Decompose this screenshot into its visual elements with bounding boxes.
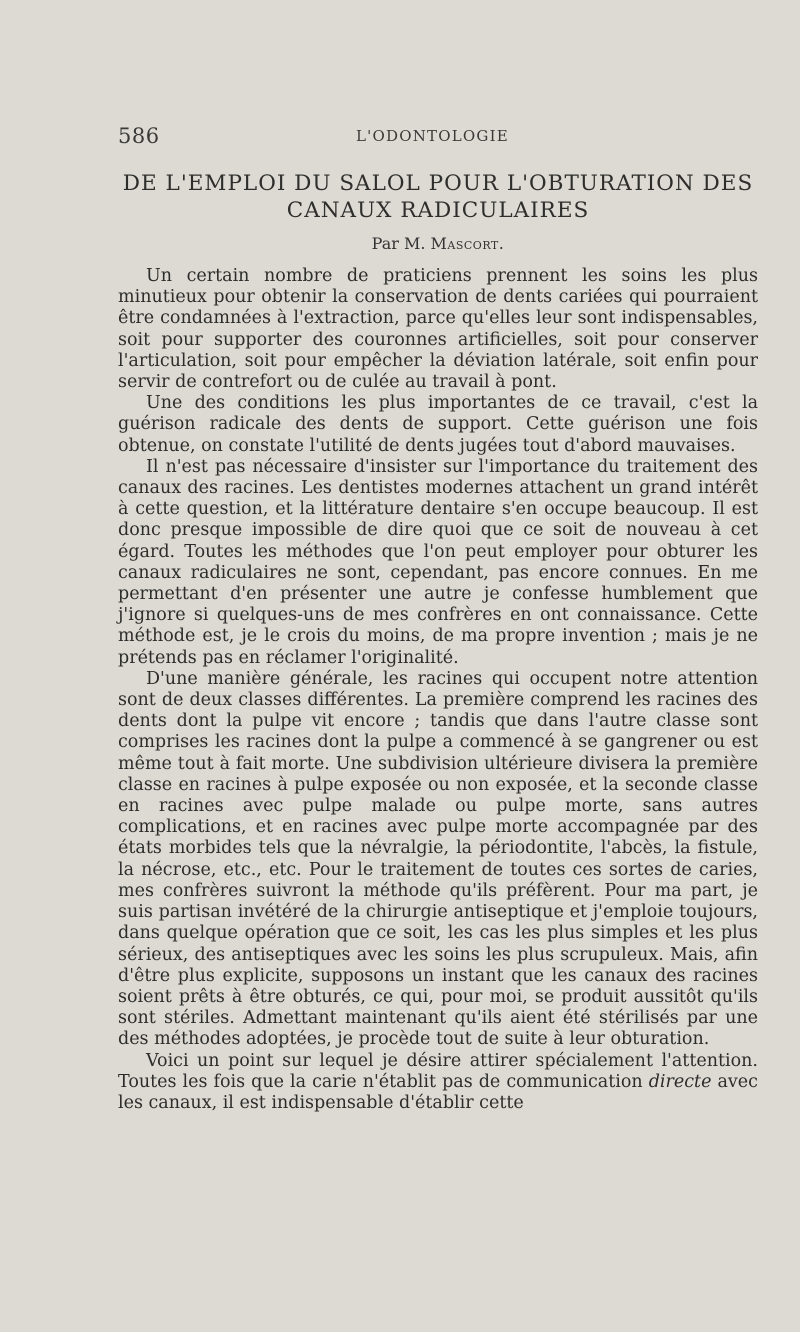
author-name: Mascort.: [430, 234, 505, 253]
article-body: [118, 266, 758, 1114]
paragraph: Il n'est pas nécessaire d'insister sur l'importance du traitement des canaux des racines. Les dentistes modernes attachent un grand intérêt à cette question, et la littérature dentaire s'en occupe beaucoup. Il est donc presque impossible de dire quoi que ce soit de nouveau à cet égard. Toutes les méthodes que l'on peut employer pour obturer les canaux radiculaires ne sont, cependant, pas encore connues. En me permettant d'en présenter une autre je confesse humblement que j'ignore si quelques-uns de mes confrères en ont connaissance. Cette méthode est, je le crois du moins, de ma propre invention ; mais je ne prétends pas en réclamer l'originalité.: [118, 456, 758, 668]
running-head: L'ODONTOLOGIE: [356, 127, 509, 145]
paragraph: Une des conditions les plus importantes de ce travail, c'est la guérison radicale des dents de support. Cette guérison une fois obtenue, on constate l'utilité de dents jugées tout d'abord mauvaises.: [118, 393, 758, 456]
article-title: DE L'EMPLOI DU SALOL POUR L'OBTURATION DES CANAUX RADICULAIRES: [122, 171, 754, 223]
byline: [118, 234, 758, 253]
paragraph: Un certain nombre de praticiens prennent les soins les plus minutieux pour obtenir la conservation de dents cariées qui pourraient être condamnées à l'extraction, parce qu'elles leur sont indispensables, soit pour supporter des couronnes artificielles, soit pour conserver l'articulation, soit pour empêcher la déviation latérale, soit enfin pour servir de contrefort ou de culée au travail à pont.: [118, 266, 758, 393]
page-number: 586: [118, 124, 160, 148]
emphasis-text: directe: [648, 1071, 712, 1092]
paragraph-text: Voici un point sur lequel je désire attirer spécialement l'attention. Toutes les fois que la carie n'établit pas de communication: [118, 1050, 758, 1092]
paragraph-text: avec les canaux, il est indispensable d'établir cette: [118, 1071, 758, 1113]
paragraph: D'une manière générale, les racines qui occupent notre attention sont de deux classes différentes. La première comprend les racines des dents dont la pulpe vit encore ; tandis que dans l'autre classe sont comprises les racines dont la pulpe a commencé à se gangrener ou est même tout à fait morte. Une subdivision ultérieure divisera la première classe en racines à pulpe exposée ou non exposée, et la seconde classe en racines avec pulpe malade ou pulpe morte, sans autres complications, et en racines avec pulpe morte accompagnée par des états morbides tels que la névralgie, la périodontite, l'abcès, la fistule, la nécrose, etc., etc. Pour le traitement de toutes ces sortes de caries, mes confrères suivront la méthode qu'ils préfèrent. Pour ma part, je suis partisan invétéré de la chirurgie antiseptique et j'emploie toujours, dans quelque opération que ce soit, les cas les plus simples et les plus sérieux, des antiseptiques avec les soins les plus scrupuleux. Mais, afin d'être plus explicite, supposons un instant que les canaux des racines soient prêts à être obturés, ce qui, pour moi, se produit aussitôt qu'ils sont stériles. Admettant maintenant qu'ils aient été stérilisés par une des méthodes adoptées, je procède tout de suite à leur obturation.: [118, 668, 758, 1050]
page-header: [118, 124, 758, 148]
paragraph-last: [118, 1051, 758, 1115]
byline-prefix: Par M.: [371, 234, 426, 253]
